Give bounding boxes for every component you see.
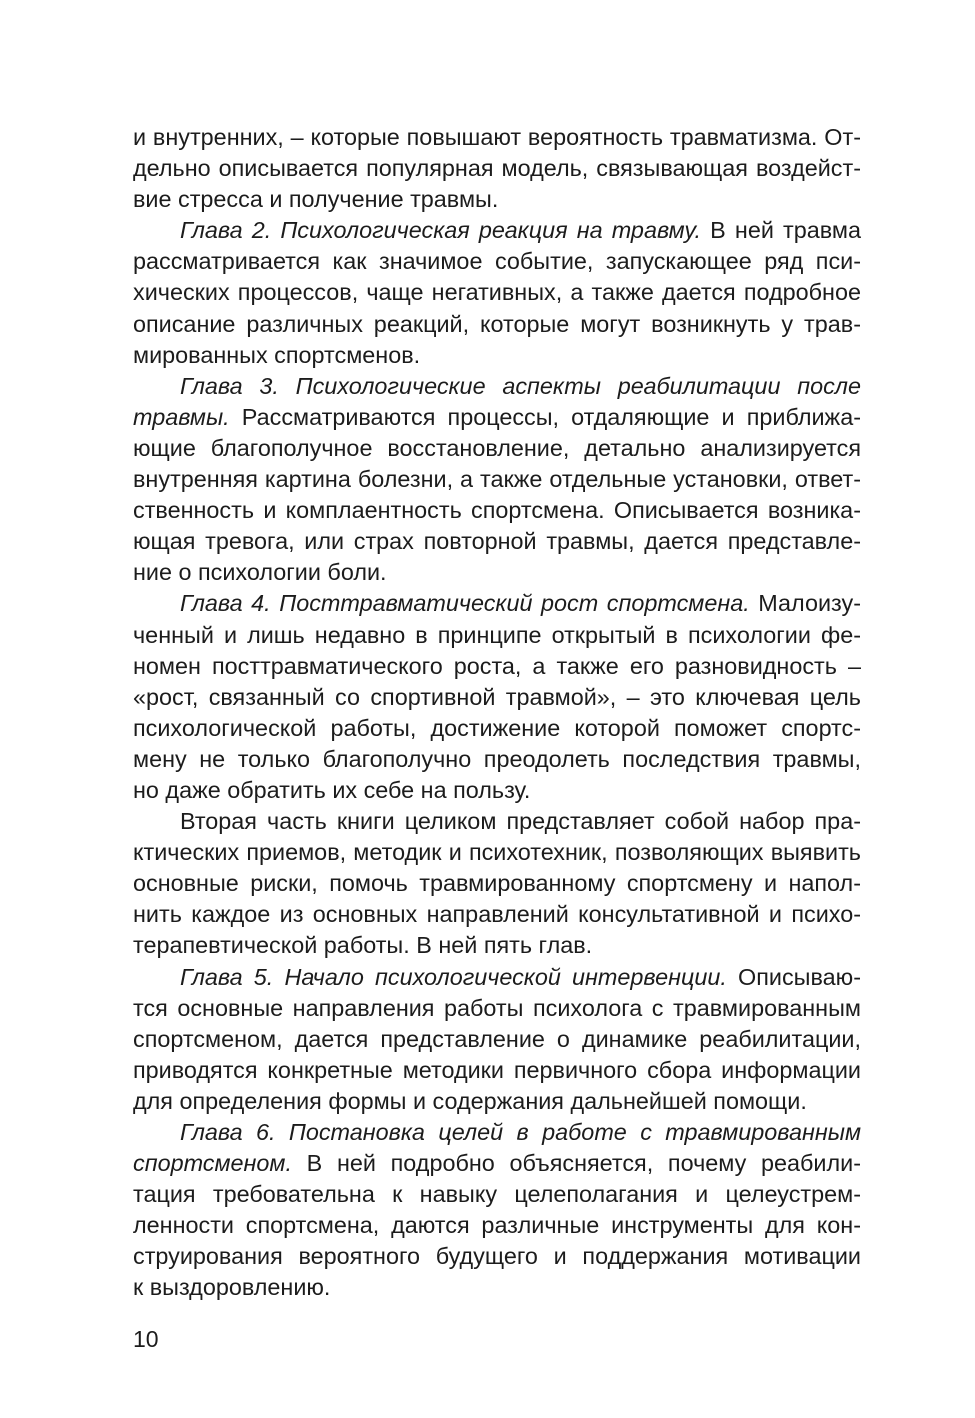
chapter-heading: Глава 3. Психологические аспекты реабилитации после: [180, 372, 861, 399]
paragraph: [133, 122, 861, 215]
text-line: [133, 806, 861, 837]
body-text: ственность и комплаентность спортсмена. Описывается возника-: [133, 497, 861, 524]
text-line: [133, 1024, 861, 1055]
body-text: вие стресса и получение травмы.: [133, 186, 499, 213]
body-text: Описываю-: [726, 963, 861, 990]
body-text: приводятся конкретные методики первичного сбора информации: [133, 1056, 861, 1083]
text-line: [133, 1086, 861, 1117]
chapter-heading: Глава 5. Начало психологической интервенции.: [180, 963, 727, 990]
body-text: В ней подробно объясняется, почему реабили-: [291, 1150, 861, 1177]
body-text: ленности спортсмена, даются различные инструменты для кон-: [133, 1212, 861, 1239]
body-text: спортсменом, дается представление о динамике реабилитации,: [133, 1025, 861, 1052]
text-line: [133, 744, 861, 775]
body-text: тся основные направления работы психолога с травмированным: [133, 994, 861, 1021]
body-text: к выздоровлению.: [133, 1274, 331, 1301]
text-line: [133, 1241, 861, 1272]
text-line: [133, 1210, 861, 1241]
paragraph: [133, 215, 861, 370]
text-line: [133, 309, 861, 340]
body-text: В ней травма: [701, 217, 861, 244]
text-line: [133, 495, 861, 526]
paragraph: [133, 588, 861, 806]
body-text: «рост, связанный со спортивной травмой», – это ключевая цель: [133, 683, 861, 710]
text-line: [133, 246, 861, 277]
body-text: ченный и лишь недавно в принципе открытый в психологии фе-: [133, 621, 861, 648]
body-text: хических процессов, чаще негативных, а также дается подробное: [133, 279, 861, 306]
paragraph: [133, 1117, 861, 1304]
chapter-heading: Глава 4. Посттравматический рост спортсмена.: [180, 590, 750, 617]
text-line: [133, 340, 861, 371]
text-line: [133, 962, 861, 993]
body-text: Малоизу-: [749, 590, 861, 617]
body-text: ющие благополучное восстановление, детально анализируется: [133, 434, 861, 461]
body-text: струирования вероятного будущего и поддержания мотивации: [133, 1243, 861, 1270]
text-line: [133, 371, 861, 402]
text-line: [133, 588, 861, 619]
paragraph: [133, 962, 861, 1117]
chapter-heading: травмы.: [133, 403, 230, 430]
text-line: [133, 1148, 861, 1179]
text-line: [133, 899, 861, 930]
body-text: Рассматриваются процессы, отдаляющие и приближа-: [229, 403, 861, 430]
body-text: Вторая часть книги целиком представляет собой набор пра-: [180, 808, 861, 835]
body-text: но даже обратить их себе на пользу.: [133, 776, 531, 803]
body-text: мену не только благополучно преодолеть последствия травмы,: [133, 745, 861, 772]
body-text: и внутренних, – которые повышают вероятность травматизма. От-: [133, 124, 861, 150]
text-line: [133, 775, 861, 806]
text-line: [133, 1117, 861, 1148]
text-line: [133, 215, 861, 246]
body-text: номен посттравматического роста, а также его разновидность –: [133, 652, 861, 679]
paragraph: [133, 371, 861, 589]
body-text: рассматривается как значимое событие, запускающее ряд пси-: [133, 248, 861, 275]
text-line: [133, 184, 861, 215]
text-line: [133, 402, 861, 433]
text-line: [133, 433, 861, 464]
text-line: [133, 993, 861, 1024]
chapter-heading: Глава 2. Психологическая реакция на травму.: [180, 217, 702, 244]
text-line: [133, 277, 861, 308]
text-line: [133, 464, 861, 495]
body-text: мированных спортсменов.: [133, 341, 421, 368]
body-text: ктических приемов, методик и психотехник, позволяющих выявить: [133, 839, 861, 866]
text-line: [133, 1055, 861, 1086]
body-text: ние о психологии боли.: [133, 559, 387, 586]
text-line: [133, 682, 861, 713]
body-text: нить каждое из основных направлений консультативной и психо-: [133, 901, 861, 928]
text-line: [133, 930, 861, 961]
body-text: описание различных реакций, которые могут возникнуть у трав-: [133, 310, 861, 337]
body-text: терапевтической работы. В ней пять глав.: [133, 932, 593, 959]
body-text: ющая тревога, или страх повторной травмы, дается представле-: [133, 528, 861, 555]
text-line: [133, 557, 861, 588]
text-line: [133, 122, 861, 153]
text-line: [133, 713, 861, 744]
text-line: [133, 526, 861, 557]
body-text: для определения формы и содержания дальнейшей помощи.: [133, 1087, 807, 1114]
text-line: [133, 1179, 861, 1210]
body-text: психологической работы, достижение которой поможет спортс-: [133, 714, 861, 741]
text-line: [133, 651, 861, 682]
body-text: тация требовательна к навыку целеполагания и целеустрем-: [133, 1181, 861, 1208]
text-line: [133, 153, 861, 184]
body-text: дельно описывается популярная модель, связывающая воздейст-: [133, 155, 861, 182]
paragraph: [133, 806, 861, 961]
body-text: внутренняя картина болезни, а также отдельные установки, ответ-: [133, 466, 861, 493]
chapter-heading: Глава 6. Постановка целей в работе с травмированным: [180, 1119, 861, 1145]
chapter-heading: спортсменом.: [133, 1150, 292, 1177]
text-line: [133, 837, 861, 868]
page-body: [133, 122, 861, 1304]
text-line: [133, 620, 861, 651]
page-number: 10: [133, 1326, 159, 1352]
text-line: [133, 1272, 861, 1303]
text-line: [133, 868, 861, 899]
body-text: основные риски, помочь травмированному спортсмену и напол-: [133, 870, 861, 897]
